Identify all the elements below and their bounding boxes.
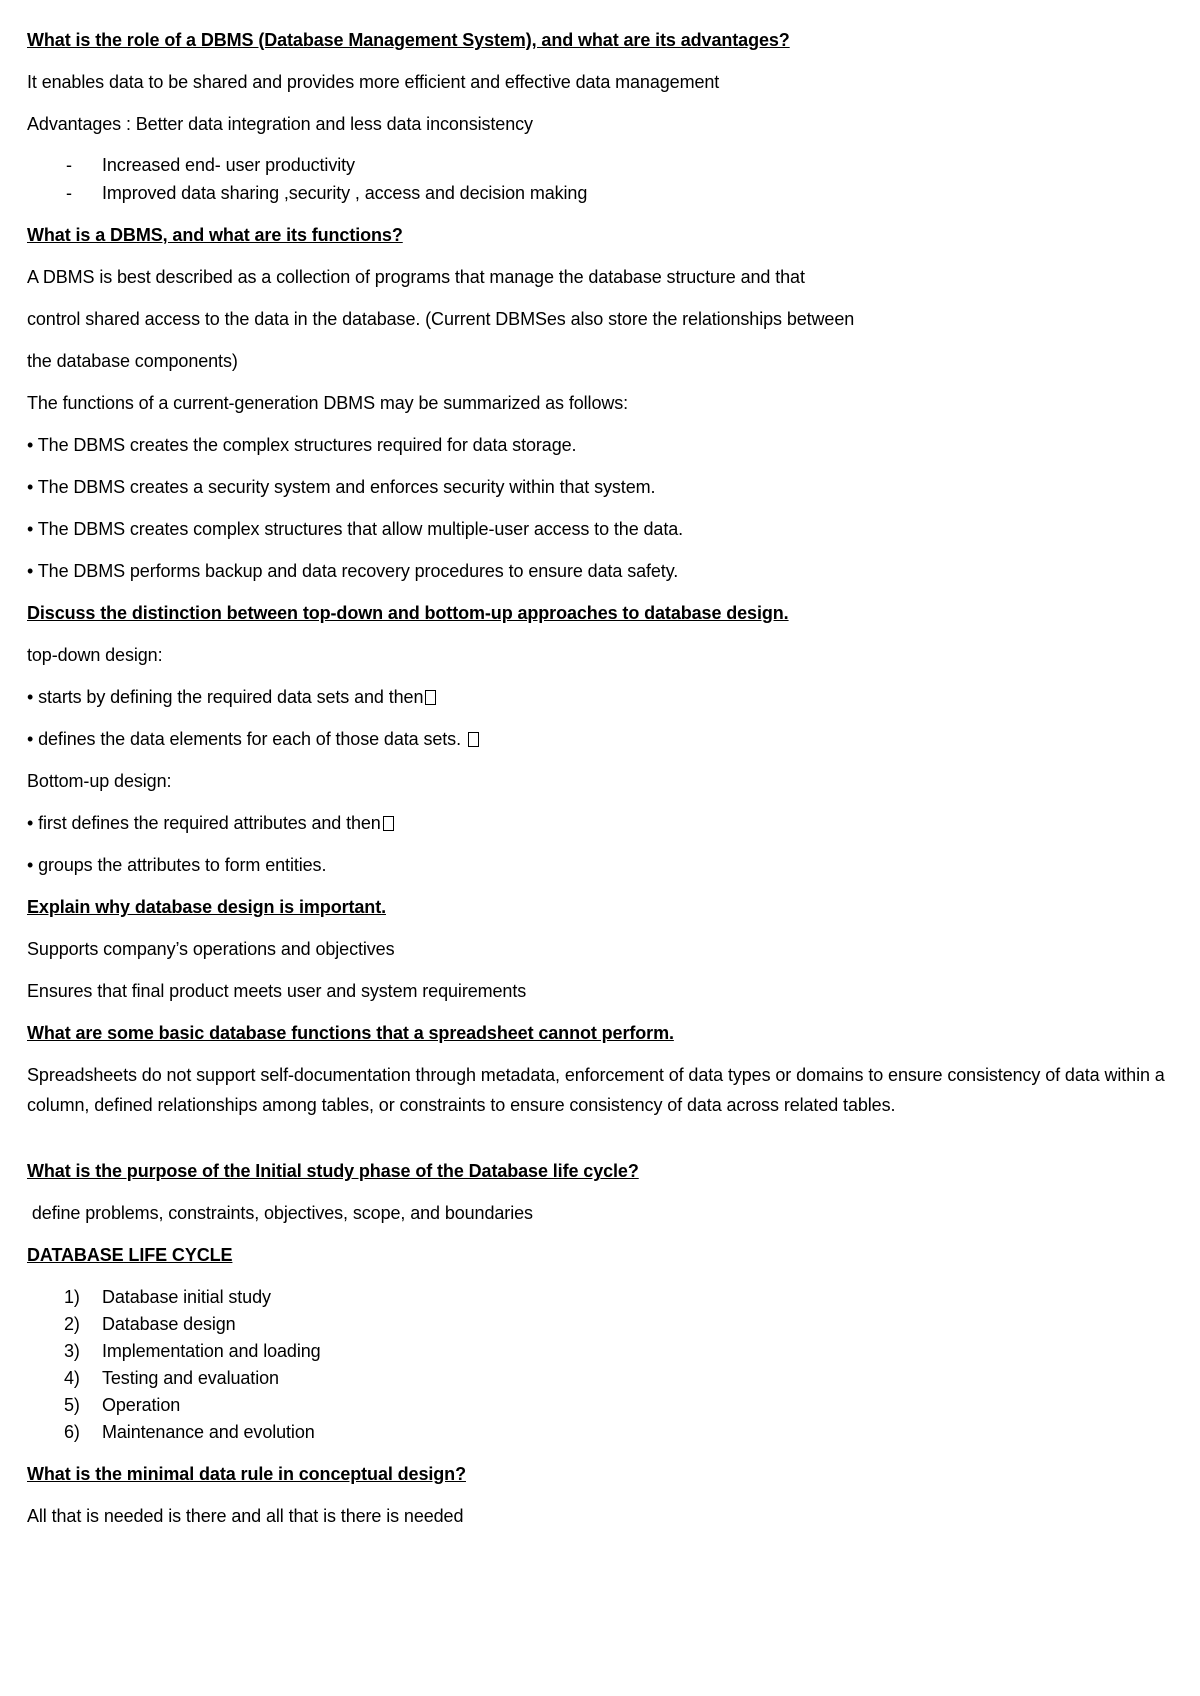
list-item-text: Increased end- user productivity [102, 155, 355, 175]
paragraph-line: the database components) [27, 351, 238, 371]
heading-dbms-role: What is the role of a DBMS (Database Management System), and what are its advantages? [27, 30, 790, 50]
heading-minimal-data-rule: What is the minimal data rule in conceptual design? [27, 1464, 466, 1484]
list-item-text: Database initial study [102, 1287, 271, 1307]
bullet-line: • The DBMS creates the complex structures required for data storage. [27, 435, 577, 455]
paragraph-line: A DBMS is best described as a collection of programs that manage the database structure and that [27, 267, 805, 287]
number-marker: 5) [64, 1395, 80, 1415]
bullet-line: • The DBMS creates complex structures that allow multiple-user access to the data. [27, 519, 684, 539]
heading-spreadsheet-limits: What are some basic database functions that a spreadsheet cannot perform. [27, 1023, 674, 1043]
list-item [64, 1339, 321, 1363]
list-item [64, 1285, 271, 1309]
paragraph-line: The functions of a current-generation DBMS may be summarized as follows: [27, 393, 629, 413]
list-item-text: Improved data sharing ,security , access and decision making [102, 183, 588, 203]
missing-glyph-icon [425, 690, 436, 705]
list-item [64, 1312, 236, 1336]
missing-glyph-icon [468, 732, 479, 747]
bullet-text: • defines the data elements for each of those data sets. [27, 729, 461, 749]
topdown-label: top-down design: [27, 645, 163, 665]
paragraph-line: control shared access to the data in the database. (Current DBMSes also store the relationships between [27, 309, 855, 329]
heading-design-approaches: Discuss the distinction between top-down and bottom-up approaches to database design. [27, 603, 789, 623]
number-marker: 1) [64, 1287, 80, 1307]
paragraph-line: Ensures that final product meets user and system requirements [27, 981, 527, 1001]
missing-glyph-icon [383, 816, 394, 831]
answer-spreadsheet-limits: Spreadsheets do not support self-documentation through metadata, enforcement of data types or domains to ensure consistency of data within a column, defined relationships among tables, or constraints to ensure consistency of data across related tables. [27, 1065, 1165, 1115]
bullet-line [27, 685, 436, 709]
dash-marker: - [66, 155, 72, 175]
number-marker: 2) [64, 1314, 80, 1334]
heading-dbms-functions: What is a DBMS, and what are its functions? [27, 225, 403, 245]
bottomup-label: Bottom-up design: [27, 771, 172, 791]
answer-initial-study: define problems, constraints, objectives, scope, and boundaries [27, 1203, 533, 1223]
bullet-text: • starts by defining the required data sets and then [27, 687, 424, 707]
list-item [64, 1420, 315, 1444]
advantages-text: Advantages : Better data integration and less data inconsistency [27, 114, 533, 134]
dash-marker: - [66, 183, 72, 203]
heading-life-cycle: DATABASE LIFE CYCLE [27, 1245, 233, 1265]
answer-minimal-data-rule: All that is needed is there and all that is there is needed [27, 1506, 464, 1526]
heading-initial-study: What is the purpose of the Initial study phase of the Database life cycle? [27, 1161, 639, 1181]
paragraph-line: Supports company’s operations and objectives [27, 939, 395, 959]
list-item-text: Database design [102, 1314, 236, 1334]
list-item-text: Testing and evaluation [102, 1368, 279, 1388]
bullet-line: • The DBMS creates a security system and enforces security within that system. [27, 477, 656, 497]
number-marker: 4) [64, 1368, 80, 1388]
bullet-line [27, 811, 394, 835]
list-item [66, 181, 587, 205]
answer-dbms-role: It enables data to be shared and provides more efficient and effective data management [27, 72, 720, 92]
bullet-line: • The DBMS performs backup and data recovery procedures to ensure data safety. [27, 561, 679, 581]
list-item [66, 153, 355, 177]
number-marker: 3) [64, 1341, 80, 1361]
bullet-text: • first defines the required attributes and then [27, 813, 381, 833]
number-marker: 6) [64, 1422, 80, 1442]
bullet-line [27, 727, 479, 751]
list-item-text: Implementation and loading [102, 1341, 321, 1361]
list-item-text: Maintenance and evolution [102, 1422, 315, 1442]
list-item-text: Operation [102, 1395, 181, 1415]
list-item [64, 1393, 180, 1417]
heading-design-importance: Explain why database design is important. [27, 897, 386, 917]
list-item [64, 1366, 279, 1390]
bullet-line: • groups the attributes to form entities. [27, 855, 327, 875]
